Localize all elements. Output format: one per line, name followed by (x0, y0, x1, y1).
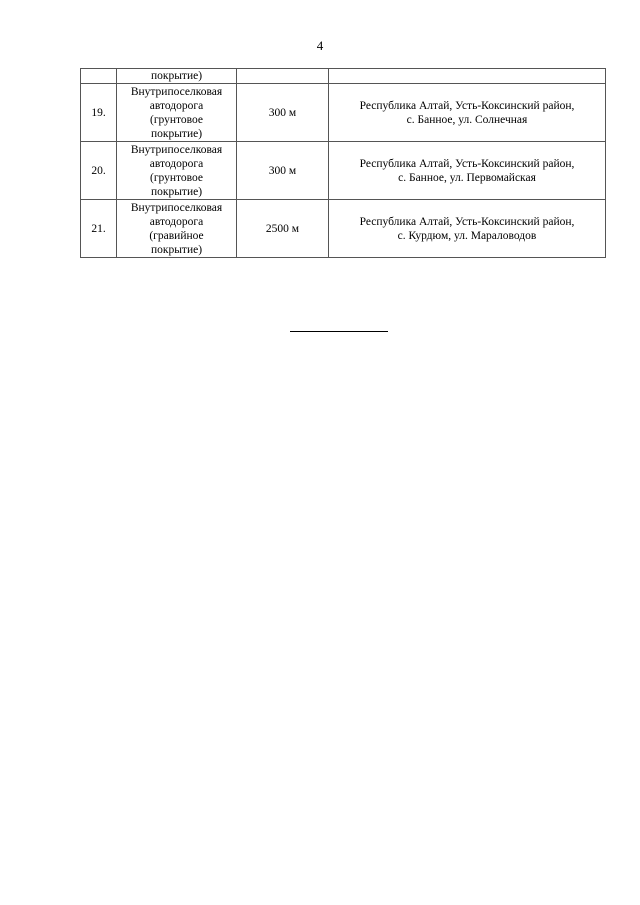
roads-table (80, 68, 606, 258)
type-line: Внутрипоселковая (130, 85, 223, 98)
table-row-continuation (81, 69, 606, 84)
table-row (81, 84, 606, 142)
address-line: Республика Алтай, Усть-Коксинский район, (359, 99, 575, 112)
address-line: Республика Алтай, Усть-Коксинский район, (359, 215, 575, 228)
cell-address (329, 142, 606, 200)
address-line: Республика Алтай, Усть-Коксинский район, (359, 157, 575, 170)
type-line: (грунтовое (149, 113, 204, 126)
type-line: автодорога (149, 99, 204, 112)
cell-type (117, 200, 237, 258)
cell-length (237, 69, 329, 84)
end-of-document-rule (290, 331, 388, 332)
cell-num: 19. (81, 84, 117, 142)
cell-address (329, 200, 606, 258)
cell-length: 300 м (237, 142, 329, 200)
type-line: автодорога (149, 157, 204, 170)
cell-address (329, 69, 606, 84)
type-line: покрытие) (150, 243, 203, 256)
cell-length: 300 м (237, 84, 329, 142)
type-line: Внутрипоселковая (130, 201, 223, 214)
table-row (81, 142, 606, 200)
cell-type: покрытие) (117, 69, 237, 84)
cell-address (329, 84, 606, 142)
address-line: с. Курдюм, ул. Мараловодов (397, 229, 537, 242)
type-line: покрытие) (150, 127, 203, 140)
type-line: (гравийное (149, 229, 204, 242)
page-number: 4 (316, 38, 324, 53)
address-line: с. Банное, ул. Первомайская (398, 171, 536, 184)
cell-type (117, 142, 237, 200)
cell-num (81, 69, 117, 84)
cell-num: 21. (81, 200, 117, 258)
type-line: автодорога (149, 215, 204, 228)
type-line: Внутрипоселковая (130, 143, 223, 156)
cell-length: 2500 м (237, 200, 329, 258)
cell-num: 20. (81, 142, 117, 200)
type-line: покрытие) (150, 185, 203, 198)
type-line: (грунтовое (149, 171, 204, 184)
address-line: с. Банное, ул. Солнечная (406, 113, 528, 126)
table-row (81, 200, 606, 258)
cell-type (117, 84, 237, 142)
